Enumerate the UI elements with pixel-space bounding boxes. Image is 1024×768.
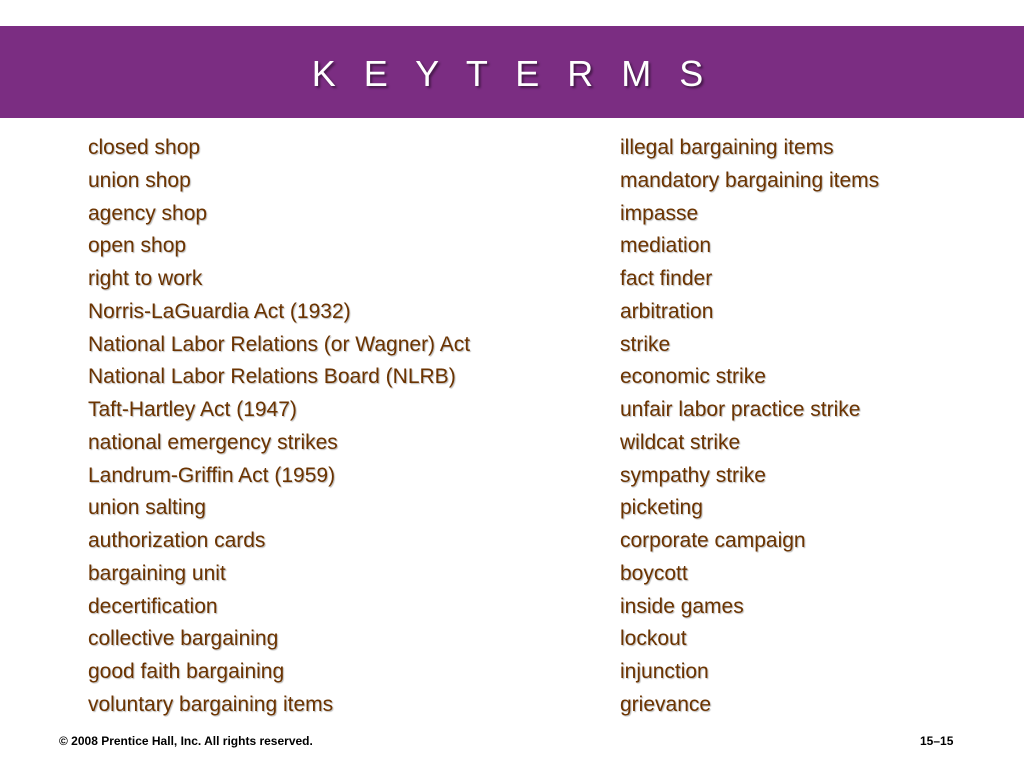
key-term: authorization cards (88, 529, 266, 552)
key-term: bargaining unit (88, 561, 226, 585)
key-term: National Labor Relations (or Wagner) Act (88, 332, 471, 356)
key-term: mandatory bargaining items (620, 168, 880, 192)
key-term: good faith bargaining (88, 660, 285, 683)
slide-title: K E Y T E R M S (311, 53, 713, 94)
key-term: agency shop (88, 201, 208, 225)
key-term: decertification (88, 594, 218, 618)
key-term: Landrum-Griffin Act (1959) (88, 463, 336, 487)
key-term: collective bargaining (88, 627, 279, 651)
key-term: wildcat strike (620, 430, 741, 454)
key-term: national emergency strikes (88, 430, 338, 454)
key-term: mediation (620, 234, 712, 258)
key-term: impasse (620, 201, 699, 225)
key-term: corporate campaign (620, 529, 806, 552)
key-term: National Labor Relations Board (NLRB) (88, 365, 456, 389)
key-term: unfair labor practice strike (620, 398, 861, 421)
slide-number: 15–15 (920, 734, 954, 748)
key-term: grievance (620, 692, 712, 716)
key-term: boycott (620, 561, 688, 585)
copyright-notice: © 2008 Prentice Hall, Inc. All rights reserved. (59, 734, 313, 748)
key-term: lockout (620, 627, 687, 651)
key-term: Taft-Hartley Act (1947) (88, 398, 297, 421)
key-term: voluntary bargaining items (88, 692, 334, 716)
key-term: fact finder (620, 267, 713, 290)
key-term: sympathy strike (620, 463, 766, 487)
key-term: closed shop (88, 136, 201, 159)
key-term: right to work (88, 267, 203, 290)
key-terms-right-column (620, 132, 879, 722)
key-term: picketing (620, 496, 703, 520)
key-terms-left-column (88, 132, 470, 722)
key-term: injunction (620, 660, 709, 683)
title-banner (0, 26, 1024, 118)
key-term: strike (620, 332, 671, 356)
key-term: economic strike (620, 365, 766, 389)
key-term: union shop (88, 168, 191, 192)
key-term: Norris-LaGuardia Act (1932) (88, 299, 351, 323)
key-term: illegal bargaining items (620, 136, 834, 159)
key-term: inside games (620, 594, 744, 618)
key-term: union salting (88, 496, 206, 520)
key-term: arbitration (620, 299, 714, 323)
key-term: open shop (88, 234, 187, 258)
